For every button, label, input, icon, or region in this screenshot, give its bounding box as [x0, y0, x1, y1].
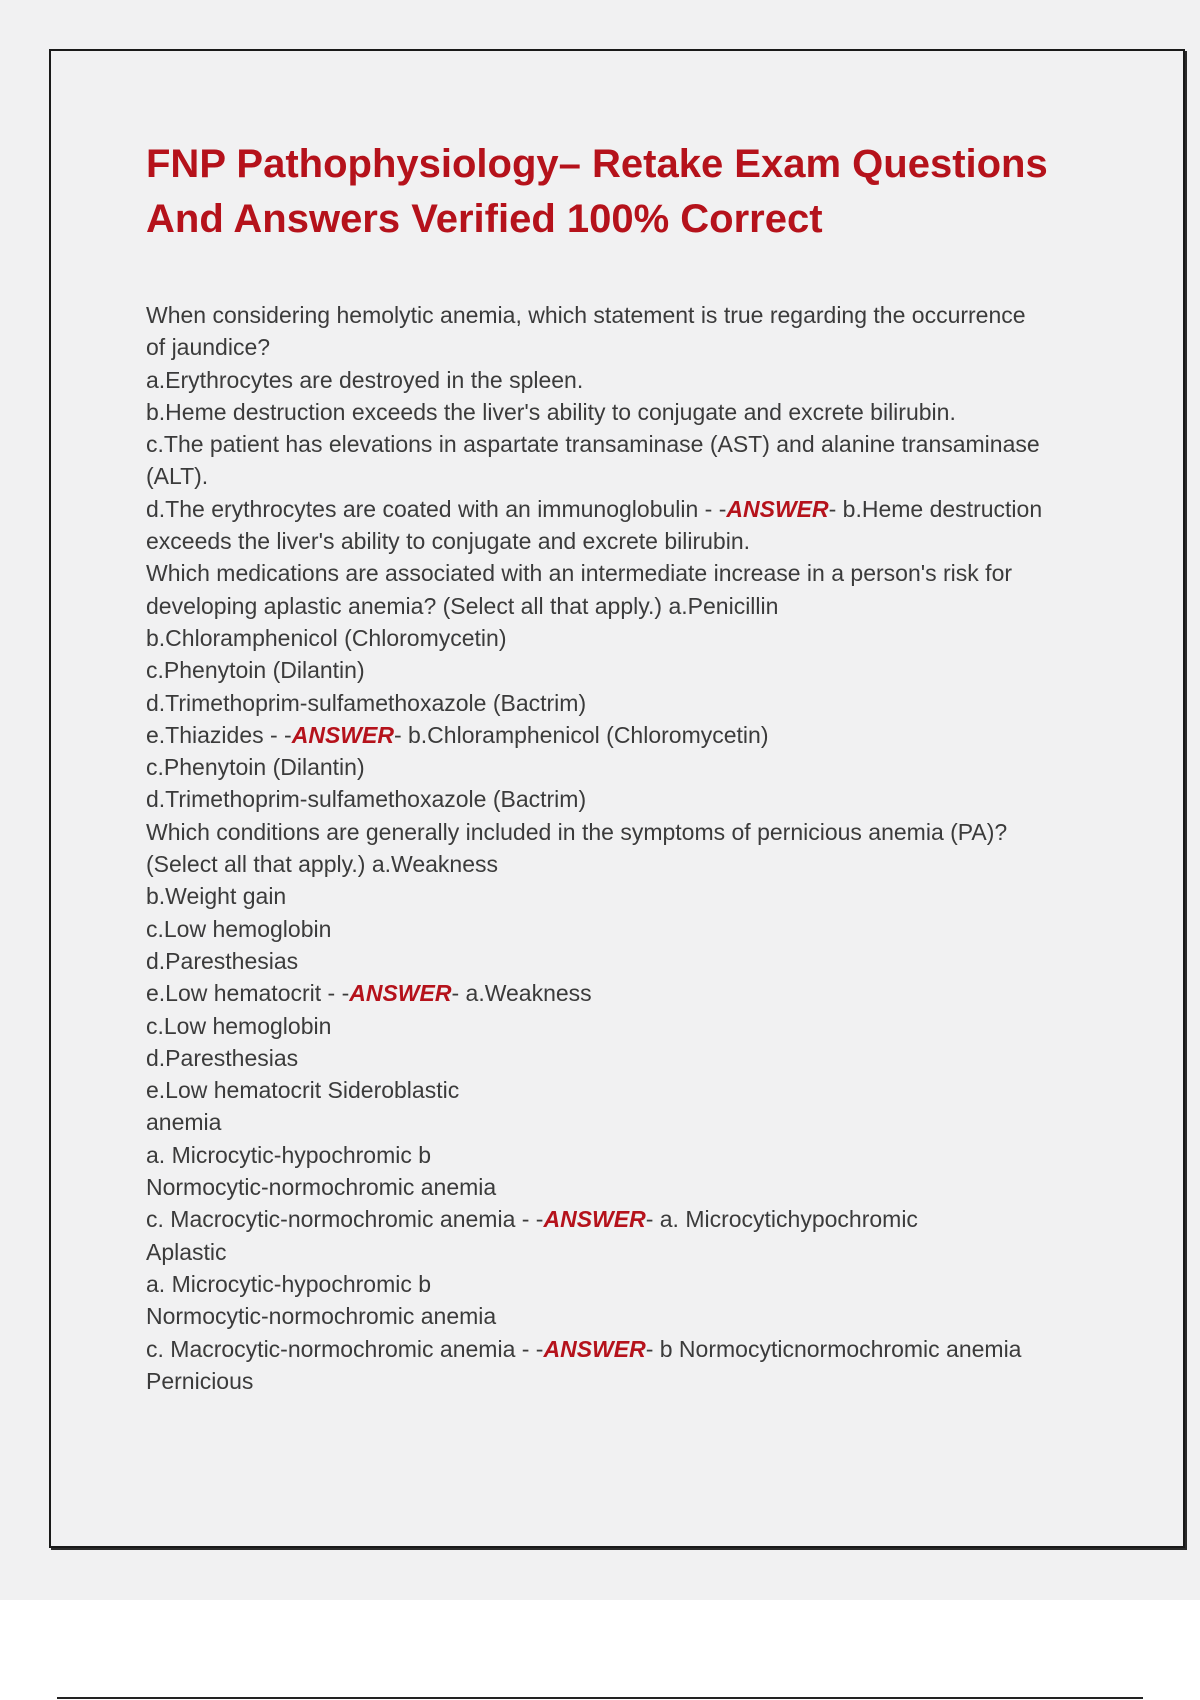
answer-line-suffix: - a. Microcytichypochromic	[645, 1206, 918, 1233]
text-line: Pernicious	[146, 1367, 254, 1394]
text-line: d.Paresthesias	[146, 947, 299, 974]
answer-line-suffix: - a.Weakness	[451, 980, 592, 1007]
text-line: c.Low hemoglobin	[146, 915, 332, 942]
footer-divider	[57, 1697, 1143, 1699]
answer-line	[146, 977, 1136, 1009]
text-line: Aplastic	[146, 1238, 227, 1265]
text-line: a.Erythrocytes are destroyed in the spleen.	[146, 366, 584, 393]
text-line: a. Microcytic-hypochromic b	[146, 1141, 432, 1168]
answer-label: ANSWER	[543, 1335, 646, 1362]
title-line-2: And Answers Verified 100% Correct	[146, 197, 823, 241]
text-line: Which medications are associated with an intermediate increase in a person's risk for	[146, 560, 1013, 587]
document-page	[49, 49, 1185, 1548]
answer-line-suffix: - b Normocyticnormochromic anemia	[645, 1335, 1022, 1362]
document-title	[146, 137, 1136, 247]
text-line: c.Phenytoin (Dilantin)	[146, 657, 365, 684]
text-line: anemia	[146, 1109, 222, 1136]
answer-line-prefix: c. Macrocytic-normochromic anemia - -	[146, 1335, 544, 1362]
text-line: d.Paresthesias	[146, 1044, 299, 1071]
text-line: (Select all that apply.) a.Weakness	[146, 851, 498, 878]
text-line: exceeds the liver's ability to conjugate and excrete bilirubin.	[146, 528, 751, 555]
answer-line	[146, 1203, 1136, 1235]
text-line: Which conditions are generally included in the symptoms of pernicious anemia (PA)?	[146, 818, 1008, 845]
answer-label: ANSWER	[349, 980, 452, 1007]
text-line: a. Microcytic-hypochromic b	[146, 1270, 432, 1297]
answer-line-prefix: d.The erythrocytes are coated with an immunoglobulin - -	[146, 495, 727, 522]
question-answer-body	[146, 299, 1136, 1397]
text-line: b.Weight gain	[146, 883, 287, 910]
document-content	[146, 137, 1136, 1397]
text-line: (ALT).	[146, 463, 209, 490]
title-line-1: FNP Pathophysiology– Retake Exam Questions	[146, 142, 1048, 186]
text-line: c.The patient has elevations in aspartate transaminase (AST) and alanine transaminase	[146, 431, 1040, 458]
answer-line-prefix: e.Low hematocrit - -	[146, 980, 350, 1007]
text-line: c.Low hemoglobin	[146, 1012, 332, 1039]
answer-label: ANSWER	[291, 721, 394, 748]
answer-line-suffix: - b.Chloramphenicol (Chloromycetin)	[393, 721, 769, 748]
text-line: e.Low hematocrit Sideroblastic	[146, 1077, 460, 1104]
answer-line-prefix: e.Thiazides - -	[146, 721, 292, 748]
answer-label: ANSWER	[543, 1206, 646, 1233]
answer-line	[146, 493, 1136, 525]
answer-line-suffix: - b.Heme destruction	[828, 495, 1043, 522]
answer-line-prefix: c. Macrocytic-normochromic anemia - -	[146, 1206, 544, 1233]
answer-label: ANSWER	[726, 495, 829, 522]
text-line: When considering hemolytic anemia, which statement is true regarding the occurrence	[146, 302, 1026, 328]
answer-line	[146, 719, 1136, 751]
text-line: d.Trimethoprim-sulfamethoxazole (Bactrim)	[146, 689, 587, 716]
text-line: Normocytic-normochromic anemia	[146, 1303, 497, 1330]
text-line: Normocytic-normochromic anemia	[146, 1174, 497, 1201]
text-line: of jaundice?	[146, 334, 271, 361]
text-line: d.Trimethoprim-sulfamethoxazole (Bactrim)	[146, 786, 587, 813]
text-line: c.Phenytoin (Dilantin)	[146, 754, 365, 781]
answer-line	[146, 1333, 1136, 1365]
text-line: b.Chloramphenicol (Chloromycetin)	[146, 624, 507, 651]
text-line: developing aplastic anemia? (Select all that apply.) a.Penicillin	[146, 592, 779, 619]
text-line: b.Heme destruction exceeds the liver's ability to conjugate and excrete bilirubin.	[146, 398, 956, 425]
